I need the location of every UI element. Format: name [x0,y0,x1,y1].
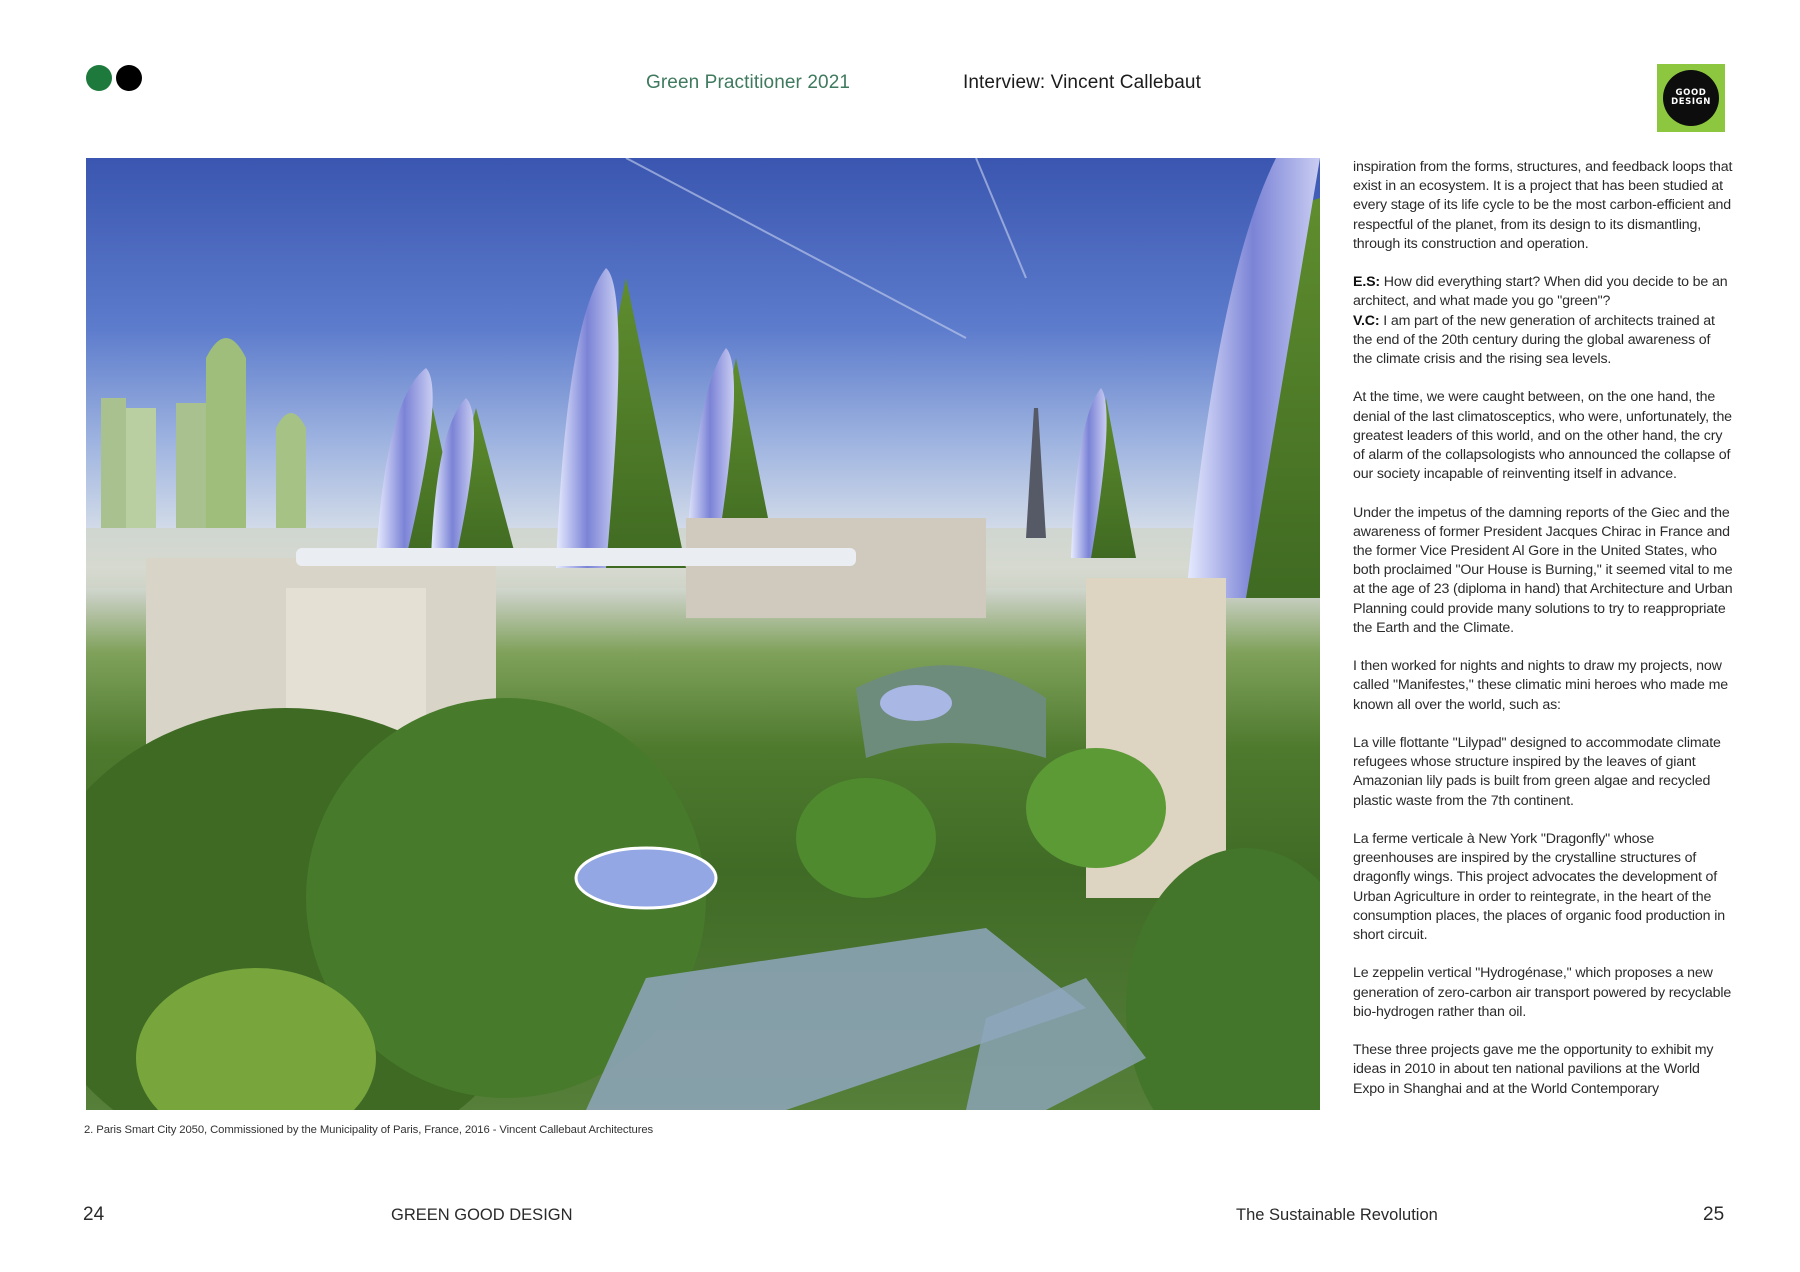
paris-smart-city-image [86,158,1320,1110]
speaker-vc: V.C: [1353,312,1380,329]
paragraph: At the time, we were caught between, on the one hand, the denial of the last climatosceptics, who were, unfortunately, the greatest leaders of this world, and on the other hand, the cry of alarm of the collapsologists who announced the collapse of our society incapable of reinventing itself in advance. [1353,389,1732,483]
paragraph: Under the impetus of the damning reports of the Giec and the awareness of former President Jacques Chirac in France and the former Vice President Al Gore in the United States, who both proclaimed "Our House is Burning," it seemed vital to me at the age of 23 (diploma in hand) that Architecture and Urban Planning could provide many solutions to try to reappropriate the Earth and the Climate. [1353,504,1733,636]
black-dot-icon [116,65,142,91]
paragraph: These three projects gave me the opportunity to exhibit my ideas in 2010 in about ten national pavilions at the World Expo in Shanghai and at the World Contemporary [1353,1042,1714,1097]
paragraph: I then worked for nights and nights to draw my projects, now called "Manifestes," these climatic mini heroes who made me known all over the world, such as: [1353,658,1728,713]
city-illustration-icon [86,158,1320,1110]
publication-title: Green Practitioner 2021 [646,72,851,93]
page-number-left: 24 [83,1204,105,1225]
green-dot-icon [86,65,112,91]
article-body [1353,158,1733,1118]
good-design-badge-icon [1663,70,1719,126]
paragraph: La ferme verticale à New York "Dragonfly" whose greenhouses are inspired by the crystalline structures of dragonfly wings. This project advocates the development of Urban Agriculture in order to reintegrate, in the heart of the consumption places, the places of organic food production in short circuit. [1353,831,1725,944]
page-number-right: 25 [1703,1204,1725,1225]
paragraph: La ville flottante "Lilypad" designed to accommodate climate refugees whose structure inspired by the leaves of giant Amazonian lily pads is built from green algae and recycled plastic waste from the 7th continent. [1353,735,1721,809]
badge-line-2: DESIGN [1671,97,1711,107]
paragraph: Le zeppelin vertical "Hydrogénase," which proposes a new generation of zero-carbon air transport powered by recyclable bio-hydrogen rather than oil. [1353,965,1732,1020]
paragraph: inspiration from the forms, structures, and feedback loops that exist in an ecosystem. It is a project that has been studied at every stage of its life cycle to be the most carbon-efficient and respectful of the planet, from its design to its dismantling, through its construction and operation. [1353,159,1733,252]
footer-title-right: The Sustainable Revolution [1236,1206,1438,1224]
speaker-es: E.S: [1353,274,1380,291]
footer-title-left: GREEN GOOD DESIGN [391,1206,573,1224]
badge-line-1: GOOD [1675,88,1707,98]
section-title: Interview: Vincent Callebaut [963,72,1201,93]
figure-caption: 2. Paris Smart City 2050, Commissioned by the Municipality of Paris, France, 2016 - Vincent Callebaut Architectures [84,1124,654,1136]
interview-qa: E.S: How did everything start? When did you decide to be an architect, and what made you go "green"? V.C: I am part of the new generation of architects trained at the end of the 20th century during the global awareness of the climate crisis and the rising sea levels. [1353,274,1728,368]
good-design-logo [1657,64,1725,132]
decor-dots [86,65,142,91]
